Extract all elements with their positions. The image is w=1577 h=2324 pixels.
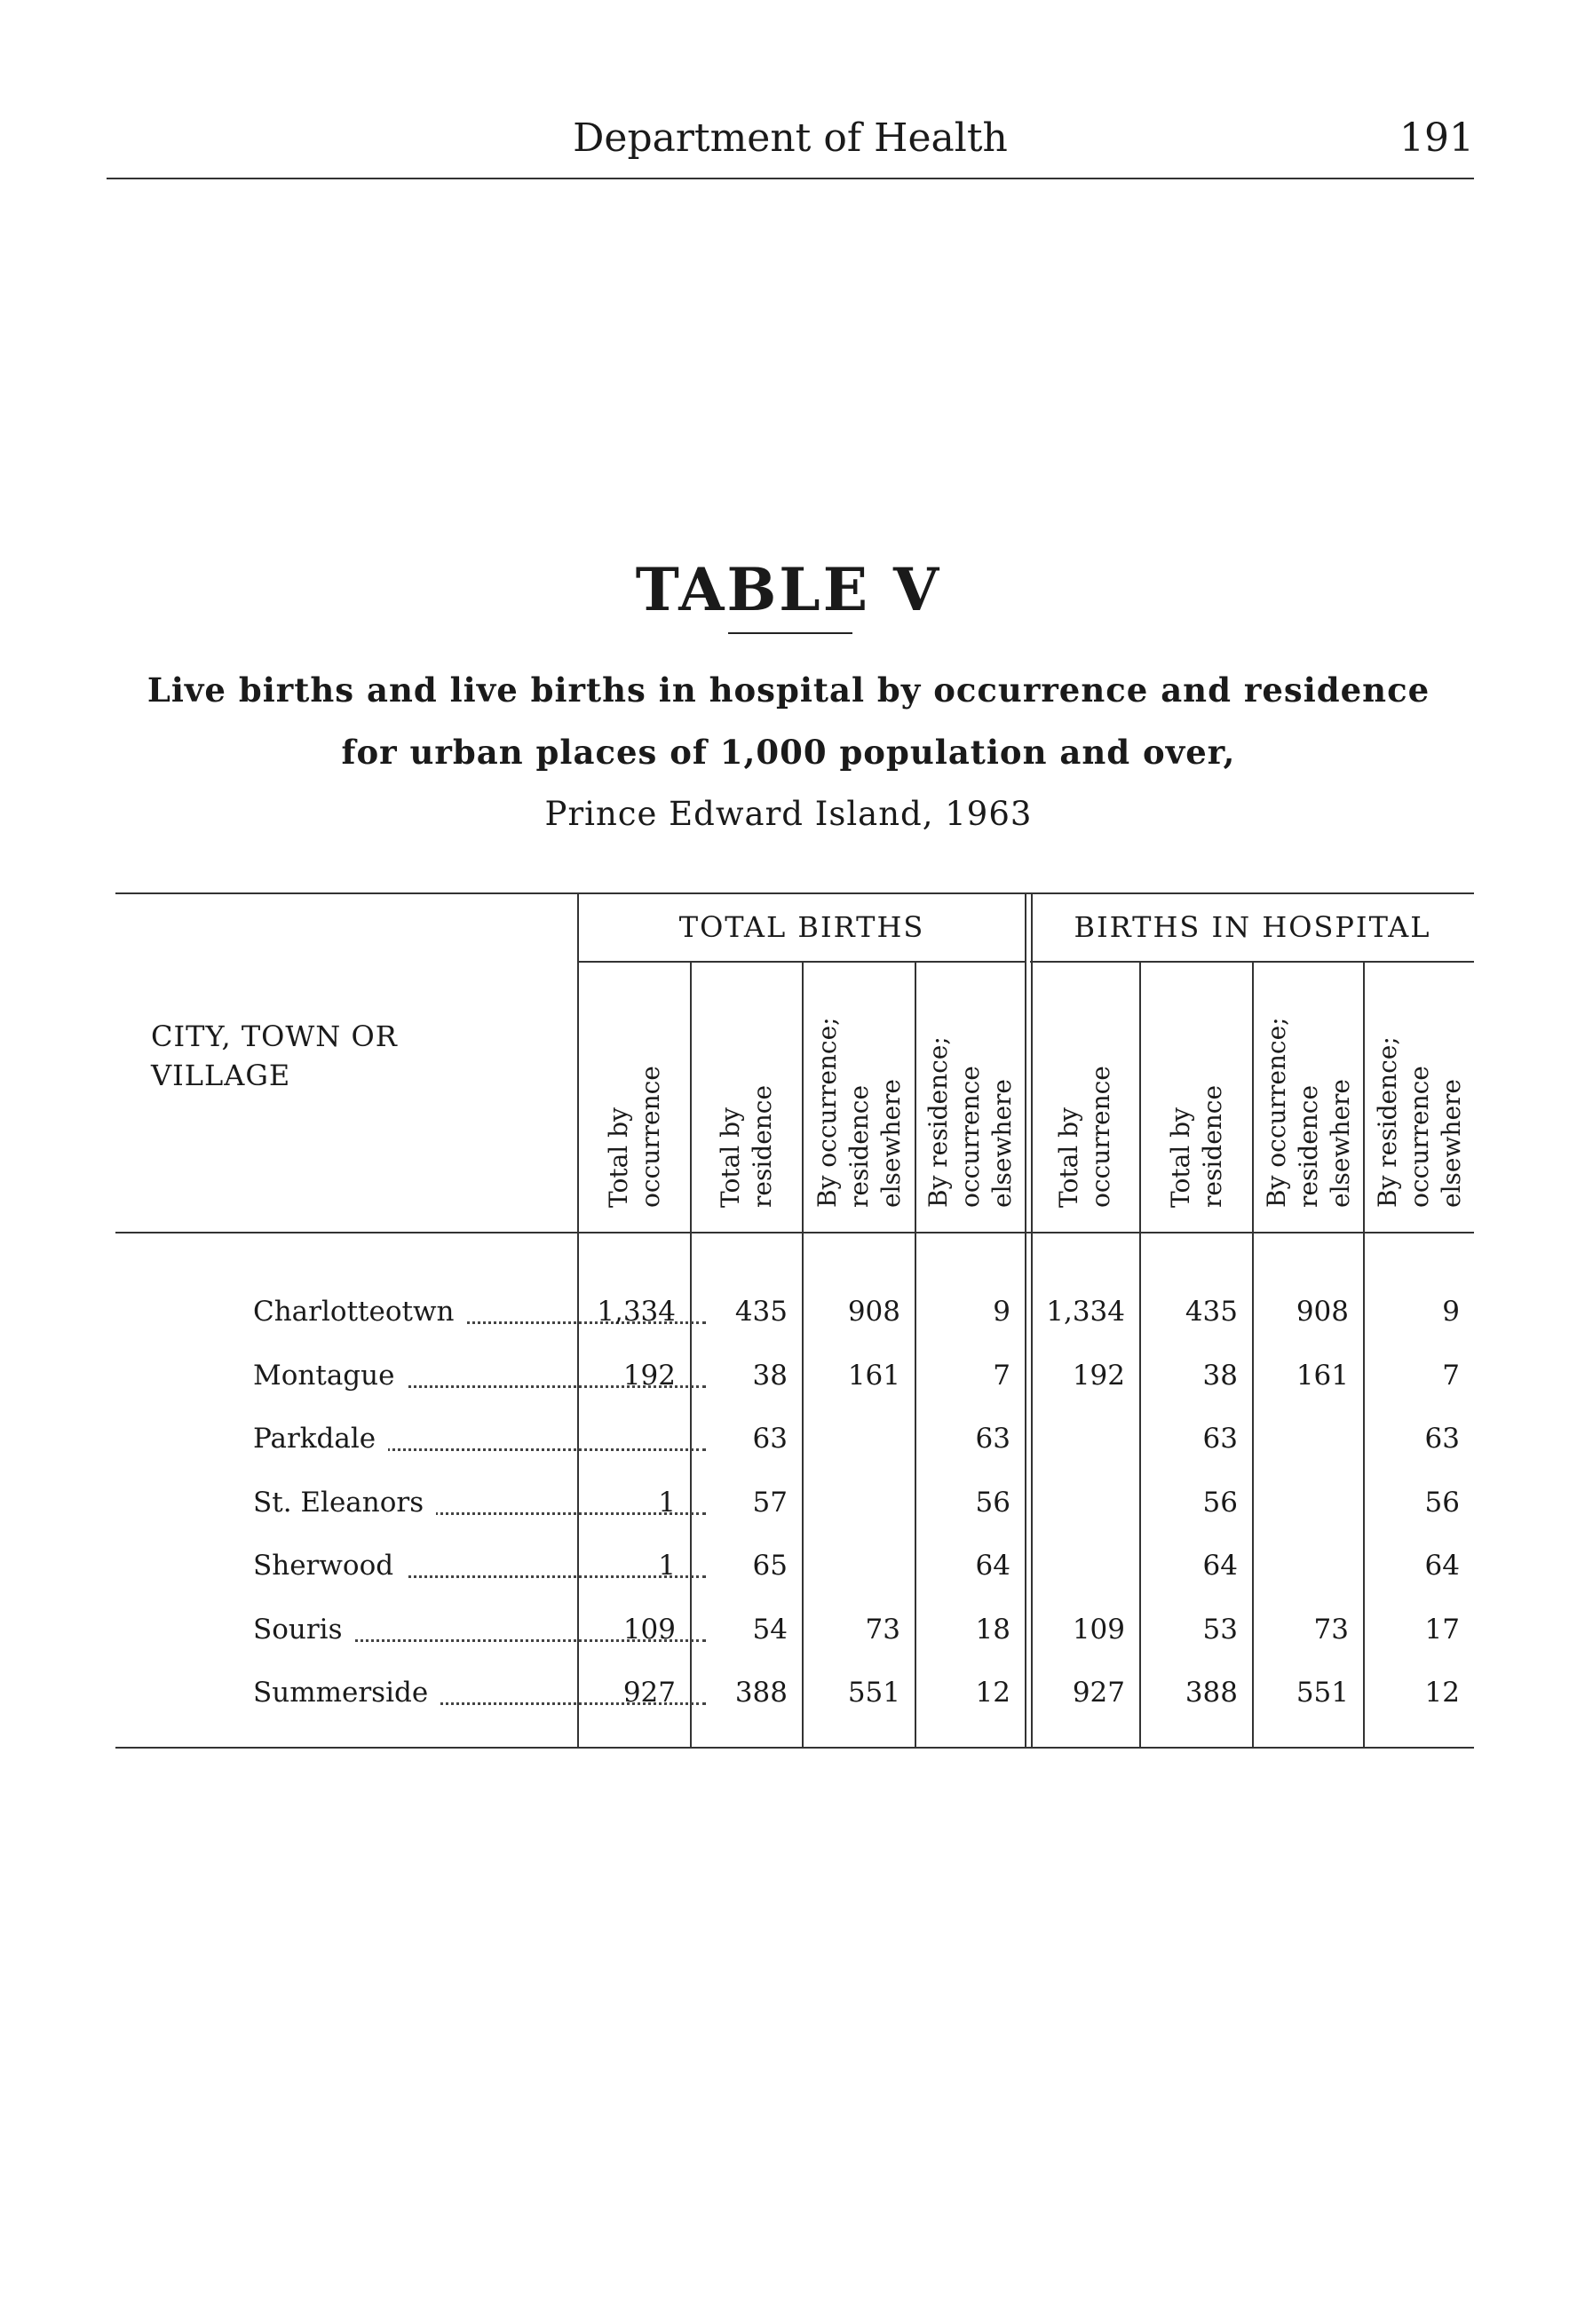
place-name: Charlotteotwn bbox=[253, 1296, 466, 1328]
table-cell: 53 bbox=[1202, 1613, 1238, 1646]
table-cell bbox=[579, 1407, 690, 1471]
col-head-total-total-by-occurrence: Total by occurrence bbox=[603, 1066, 665, 1208]
table-cell: 63 bbox=[752, 1423, 788, 1455]
col-head-total-total-by-residence: Total by residence bbox=[716, 1084, 777, 1208]
table-cell: 927 bbox=[1072, 1677, 1125, 1709]
table-row bbox=[115, 1534, 1474, 1598]
table-cell: 38 bbox=[1202, 1359, 1238, 1392]
group-heading-total-births: TOTAL BIRTHS bbox=[678, 910, 925, 944]
table-cell: 1 bbox=[658, 1486, 676, 1519]
table-cell: 161 bbox=[847, 1359, 900, 1392]
page-number: 191 bbox=[1399, 115, 1474, 161]
group-heading-births-in-hospital: BIRTHS IN HOSPITAL bbox=[1074, 910, 1431, 944]
table-row bbox=[115, 1280, 1474, 1344]
table-cell: 927 bbox=[622, 1677, 676, 1709]
table-cell: 435 bbox=[1185, 1296, 1238, 1328]
table-cell: 18 bbox=[975, 1613, 1010, 1646]
table-cell: 192 bbox=[1072, 1359, 1125, 1392]
table-cell: 17 bbox=[1424, 1613, 1460, 1646]
col-head-total-by-occurrence-residence-elsewhere: By occurrence; residence elsewhere bbox=[812, 1017, 906, 1208]
table-cell bbox=[804, 1471, 915, 1535]
table-cell: 65 bbox=[752, 1550, 788, 1582]
table-cell: 38 bbox=[752, 1359, 788, 1392]
table-cell: 73 bbox=[1313, 1613, 1349, 1646]
table-cell: 56 bbox=[975, 1486, 1010, 1519]
place-name: Sherwood bbox=[253, 1550, 406, 1582]
table-title: TABLE V bbox=[635, 555, 942, 624]
table-cell: 56 bbox=[1202, 1486, 1238, 1519]
table-cell bbox=[1031, 1534, 1139, 1598]
running-head bbox=[107, 115, 1474, 178]
caption-line-3: Prince Edward Island, 1963 bbox=[544, 795, 1033, 833]
table-cell: 551 bbox=[847, 1677, 900, 1709]
place-name: Summerside bbox=[253, 1677, 440, 1709]
caption-line-2: for urban places of 1,000 population and over, bbox=[341, 733, 1236, 772]
table-cell bbox=[1254, 1534, 1363, 1598]
table-cell: 57 bbox=[752, 1486, 788, 1519]
col-head-total-by-residence-occurrence-elsewhere: By residence; occurrence elsewhere bbox=[923, 1036, 1017, 1208]
table-bottom-rule bbox=[115, 1747, 1474, 1749]
table-cell bbox=[804, 1534, 915, 1598]
table-cell: 908 bbox=[847, 1296, 900, 1328]
table-cell: 161 bbox=[1296, 1359, 1349, 1392]
table-cell bbox=[1031, 1471, 1139, 1535]
table-top-rule bbox=[115, 892, 1474, 894]
table-cell: 908 bbox=[1296, 1296, 1349, 1328]
table-cell: 64 bbox=[1424, 1550, 1460, 1582]
table-cell: 64 bbox=[1202, 1550, 1238, 1582]
col-head-hospital-total-by-residence: Total by residence bbox=[1165, 1084, 1227, 1208]
table-cell: 388 bbox=[1185, 1677, 1238, 1709]
table-cell bbox=[1031, 1407, 1139, 1471]
table-cell: 64 bbox=[975, 1550, 1010, 1582]
table-cell: 9 bbox=[993, 1296, 1010, 1328]
table-cell bbox=[1254, 1471, 1363, 1535]
table-cell: 12 bbox=[975, 1677, 1010, 1709]
title-underline bbox=[728, 632, 852, 634]
col-head-hospital-by-residence-occurrence-elsewhere: By residence; occurrence elsewhere bbox=[1372, 1036, 1466, 1208]
table-cell: 63 bbox=[975, 1423, 1010, 1455]
table-cell: 192 bbox=[622, 1359, 676, 1392]
table-cell: 7 bbox=[993, 1359, 1010, 1392]
place-name: St. Eleanors bbox=[253, 1487, 436, 1519]
header-bottom-rule bbox=[115, 1232, 1474, 1233]
table-cell: 1,334 bbox=[1046, 1296, 1125, 1328]
stub-heading-line-2: VILLAGE bbox=[151, 1059, 291, 1092]
place-name: Parkdale bbox=[253, 1423, 388, 1455]
table-row bbox=[115, 1598, 1474, 1662]
table-cell: 56 bbox=[1424, 1486, 1460, 1519]
stub-heading bbox=[151, 1017, 398, 1095]
place-name: Souris bbox=[253, 1614, 355, 1646]
table-cell: 63 bbox=[1202, 1423, 1238, 1455]
stub-heading-line-1: CITY, TOWN OR bbox=[151, 1019, 398, 1053]
col-head-hospital-total-by-occurrence: Total by occurrence bbox=[1054, 1066, 1115, 1208]
table-cell bbox=[1254, 1407, 1363, 1471]
table-row bbox=[115, 1661, 1474, 1725]
table-cell: 435 bbox=[734, 1296, 788, 1328]
running-title: Department of Health bbox=[573, 115, 1008, 161]
caption-line-1: Live births and live births in hospital by occurrence and residence bbox=[147, 670, 1430, 710]
table-cell: 109 bbox=[1072, 1613, 1125, 1646]
table-cell: 73 bbox=[865, 1613, 900, 1646]
table-cell bbox=[804, 1407, 915, 1471]
table-cell: 388 bbox=[734, 1677, 788, 1709]
table-cell: 12 bbox=[1424, 1677, 1460, 1709]
place-name: Montague bbox=[253, 1360, 407, 1392]
table-cell: 54 bbox=[752, 1613, 788, 1646]
col-head-hospital-by-occurrence-residence-elsewhere: By occurrence; residence elsewhere bbox=[1261, 1017, 1355, 1208]
table-row bbox=[115, 1344, 1474, 1408]
table-row bbox=[115, 1471, 1474, 1535]
table-cell: 9 bbox=[1442, 1296, 1460, 1328]
table-cell: 1,334 bbox=[597, 1296, 676, 1328]
table-cell: 1 bbox=[658, 1550, 676, 1582]
table-cell: 109 bbox=[622, 1613, 676, 1646]
table-cell: 7 bbox=[1442, 1359, 1460, 1392]
header-rule bbox=[107, 178, 1474, 179]
table-cell: 551 bbox=[1296, 1677, 1349, 1709]
table-cell: 63 bbox=[1424, 1423, 1460, 1455]
table-row bbox=[115, 1407, 1474, 1471]
births-table bbox=[115, 884, 1474, 1754]
